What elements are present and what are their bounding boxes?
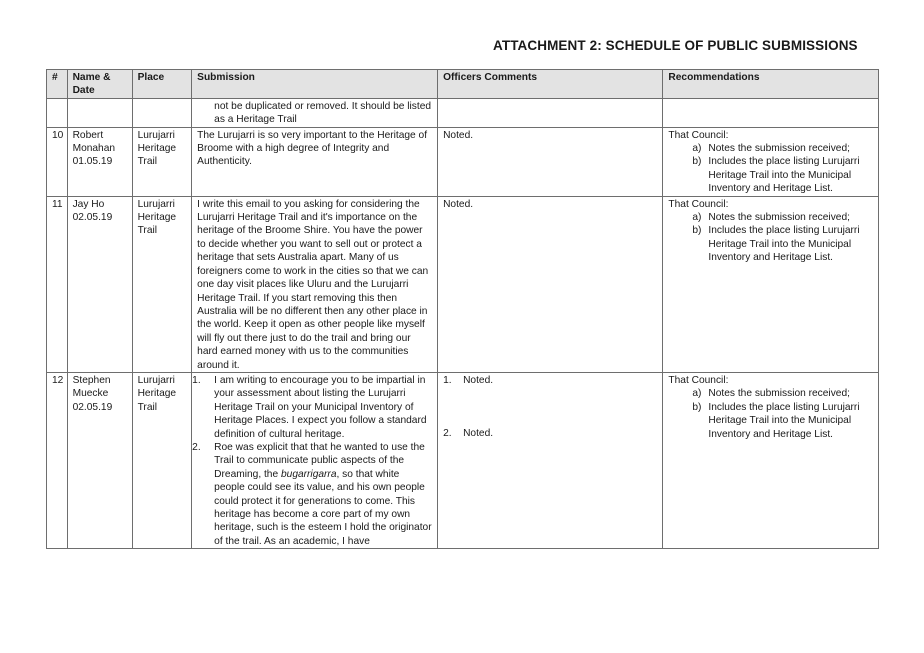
cell-number: 12 <box>47 372 68 548</box>
submission-text-part: Roe was explicit that that he wanted to use the Trail to communicate public aspects of the Dreaming, the <box>214 441 425 480</box>
cell-officers-comments: Noted. <box>438 196 663 372</box>
spacer <box>443 387 657 427</box>
officer-comment-number: 2. <box>443 428 452 440</box>
cell-name-date <box>67 372 132 548</box>
table-header-row <box>47 70 879 99</box>
officer-comment-item <box>443 427 657 440</box>
recommendation-item <box>668 224 873 264</box>
page-title: ATTACHMENT 2: SCHEDULE OF PUBLIC SUBMISSIONS <box>493 38 858 53</box>
submitter-name: Robert Monahan <box>72 129 116 155</box>
cell-number: 10 <box>47 127 68 196</box>
table-row <box>47 127 879 196</box>
officer-comment-text: Noted. <box>463 374 494 386</box>
cell-recommendations <box>663 127 879 196</box>
submission-italic-term: bugarrigarra <box>280 468 337 480</box>
recommendation-heading: That Council: <box>668 374 729 386</box>
cell-place <box>132 98 192 127</box>
cell-recommendations <box>663 372 879 548</box>
header-recommendations: Recommendations <box>663 70 879 99</box>
submission-date: 02.05.19 <box>72 212 113 224</box>
cell-place: Lurujarri Heritage Trail <box>132 127 192 196</box>
cell-place: Lurujarri Heritage Trail <box>132 372 192 548</box>
cell-recommendations <box>663 98 879 127</box>
recommendation-text: Notes the submission received; <box>708 143 850 155</box>
cell-submission: not be duplicated or removed. It should be listed as a Heritage Trail <box>192 98 438 127</box>
header-officers-comments: Officers Comments <box>438 70 663 99</box>
cell-name-date <box>67 98 132 127</box>
recommendation-item <box>668 155 873 195</box>
recommendation-heading: That Council: <box>668 129 729 141</box>
officer-comment-number: 1. <box>443 374 452 386</box>
recommendation-text: Includes the place listing Lurujarri Heritage Trail into the Municipal Inventory and Heritage List. <box>708 225 860 264</box>
submission-point-text: I am writing to encourage you to be impartial in your assessment about listing the Lurujarri Heritage Trail on your Municipal Inventory of Heritage Places. I expect you follow a standard definition of cultural heritage. <box>214 374 427 440</box>
submission-point-number: 2. <box>192 441 201 453</box>
cell-name-date <box>67 127 132 196</box>
table-row <box>47 372 879 548</box>
submission-point <box>192 441 432 548</box>
cell-submission: The Lurujarri is so very important to the Heritage of Broome with a high degree of Integrity and Authenticity. <box>192 127 438 196</box>
recommendation-item <box>668 211 873 224</box>
recommendation-letter: a) <box>692 143 702 155</box>
submission-date: 01.05.19 <box>72 156 113 168</box>
header-number: # <box>47 70 68 99</box>
officer-comment-text: Noted. <box>463 428 494 440</box>
recommendation-letter: a) <box>692 388 702 400</box>
recommendation-letter: b) <box>692 156 702 168</box>
cell-officers-comments <box>438 98 663 127</box>
table-row-continued <box>47 98 879 127</box>
recommendation-text: Includes the place listing Lurujarri Heritage Trail into the Municipal Inventory and Heritage List. <box>708 156 860 195</box>
submitter-name: Jay Ho <box>72 198 105 210</box>
recommendation-letter: a) <box>692 212 702 224</box>
cell-place: Lurujarri Heritage Trail <box>132 196 192 372</box>
header-place: Place <box>132 70 192 99</box>
cell-name-date <box>67 196 132 372</box>
officer-comment-item <box>443 374 657 387</box>
cell-officers-comments <box>438 372 663 548</box>
cell-number <box>47 98 68 127</box>
header-submission: Submission <box>192 70 438 99</box>
table-row <box>47 196 879 372</box>
submission-date: 02.05.19 <box>72 401 113 413</box>
recommendation-item <box>668 401 873 441</box>
submission-point-number: 1. <box>192 374 201 386</box>
cell-officers-comments: Noted. <box>438 127 663 196</box>
recommendation-item <box>668 387 873 400</box>
cell-submission: I write this email to you asking for considering the Lurujarri Heritage Trail and it's importance on the heritage of the Broome Shire. You have the power to decide whether you want to sell out or protect a heritage that sets Australia apart. Many of us foreigners come to work in the cities so that we can one day visit places like Uluru and the Lurujarri Heritage Trail. If you start removing this then Australia will be no different then any other place in the world. Keep it open as other people like myself will fly out there just to do the trail and bring our hard earned money with us to the communities around it. <box>192 196 438 372</box>
submission-point-text <box>214 441 432 548</box>
header-name-date: Name & Date <box>67 70 132 99</box>
recommendation-item <box>668 142 873 155</box>
submissions-table <box>46 69 879 549</box>
submission-point <box>192 374 432 441</box>
recommendation-heading: That Council: <box>668 198 729 210</box>
recommendation-text: Notes the submission received; <box>708 388 850 400</box>
cell-submission <box>192 372 438 548</box>
submission-text-part: , so that white people could see its value, and his own people could protect it for generations to come. This heritage has become a core part of my own heritage, such is the esteem I hold the originator of the trail. As an academic, I have <box>214 468 432 547</box>
cell-recommendations <box>663 196 879 372</box>
recommendation-letter: b) <box>692 401 702 413</box>
cell-number: 11 <box>47 196 68 372</box>
recommendation-text: Includes the place listing Lurujarri Heritage Trail into the Municipal Inventory and Heritage List. <box>708 401 860 440</box>
submitter-name: Stephen Muecke <box>72 374 111 400</box>
recommendation-text: Notes the submission received; <box>708 212 850 224</box>
recommendation-letter: b) <box>692 225 702 237</box>
